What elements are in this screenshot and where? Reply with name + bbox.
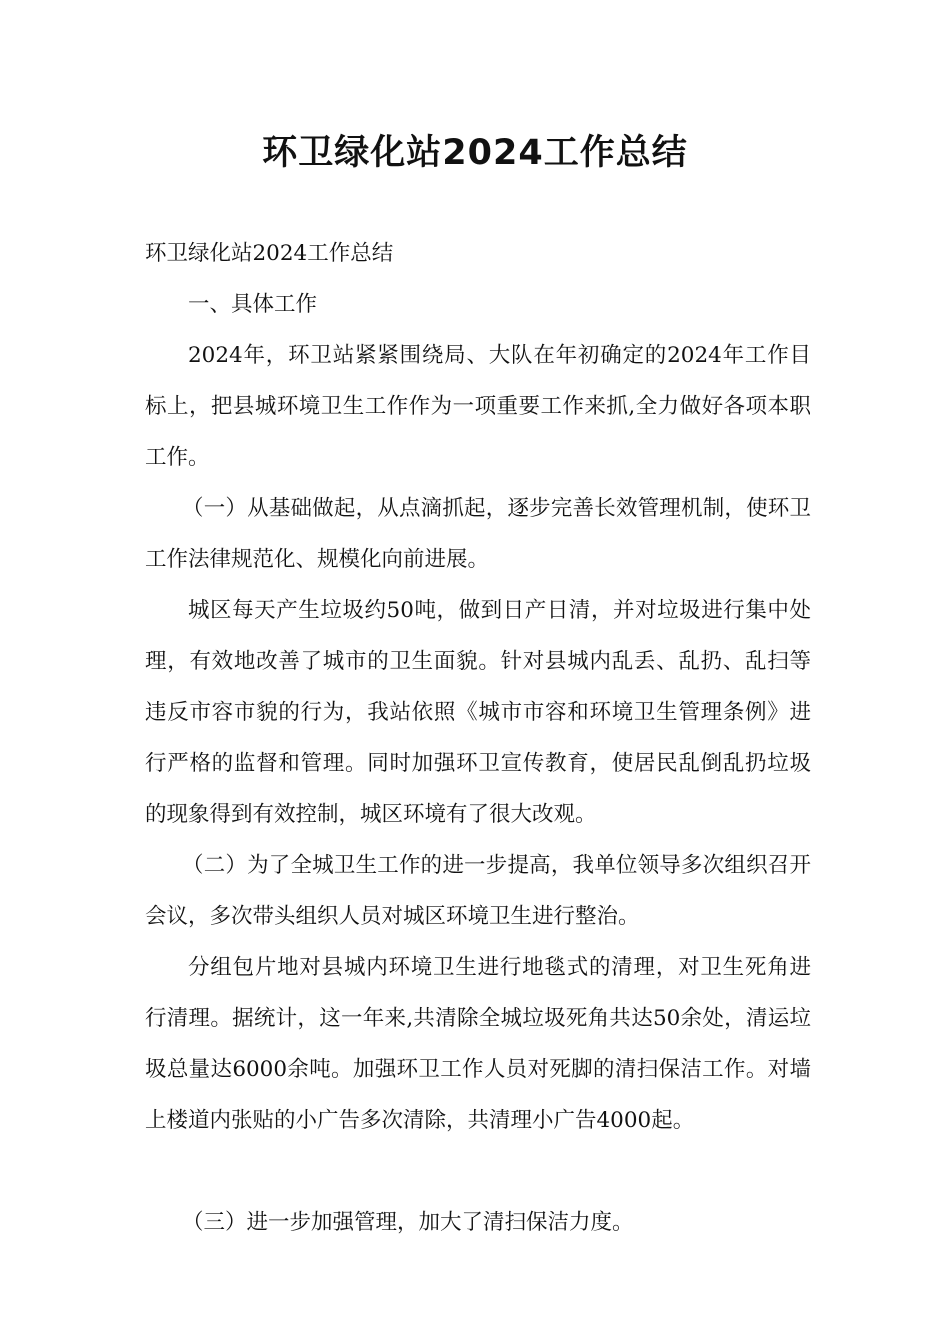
subsection-paragraph: （一）从基础做起，从点滴抓起，逐步完善长效管理机制，使环卫工作法律规范化、规模化向前进展。 — [145, 496, 811, 572]
subsection-paragraph: （二）为了全城卫生工作的进一步提高，我单位领导多次组织召开会议，多次带头组织人员对城区环境卫生进行整治。 — [145, 853, 811, 929]
subsection-paragraph: （三）进一步加强管理，加大了清扫保洁力度。 — [182, 1210, 634, 1235]
section-heading: 一、具体工作 — [188, 292, 318, 317]
body-paragraph: 分组包片地对县城内环境卫生进行地毯式的清理，对卫生死角进行清理。据统计，这一年来,共清除全城垃圾死角共达50余处，清运垃圾总量达6000余吨。加强环卫工作人员对死脚的清扫保洁工作。对墙上楼道内张贴的小广告多次清除，共清理小广告4000起。 — [145, 955, 811, 1133]
subtitle-paragraph: 环卫绿化站2024工作总结 — [145, 241, 394, 266]
document-body — [145, 228, 811, 1248]
body-paragraph: 城区每天产生垃圾约50吨，做到日产日清，并对垃圾进行集中处理，有效地改善了城市的卫生面貌。针对县城内乱丢、乱扔、乱扫等违反市容市貌的行为，我站依照《城市市容和环境卫生管理条例》进行严格的监督和管理。同时加强环卫宣传教育，使居民乱倒乱扔垃圾的现象得到有效控制，城区环境有了很大改观。 — [145, 598, 811, 827]
body-paragraph: 2024年，环卫站紧紧围绕局、大队在年初确定的2024年工作目标上，把县城环境卫生工作作为一项重要工作来抓,全力做好各项本职工作。 — [145, 343, 811, 470]
document-title: 环卫绿化站2024工作总结 — [262, 133, 688, 173]
